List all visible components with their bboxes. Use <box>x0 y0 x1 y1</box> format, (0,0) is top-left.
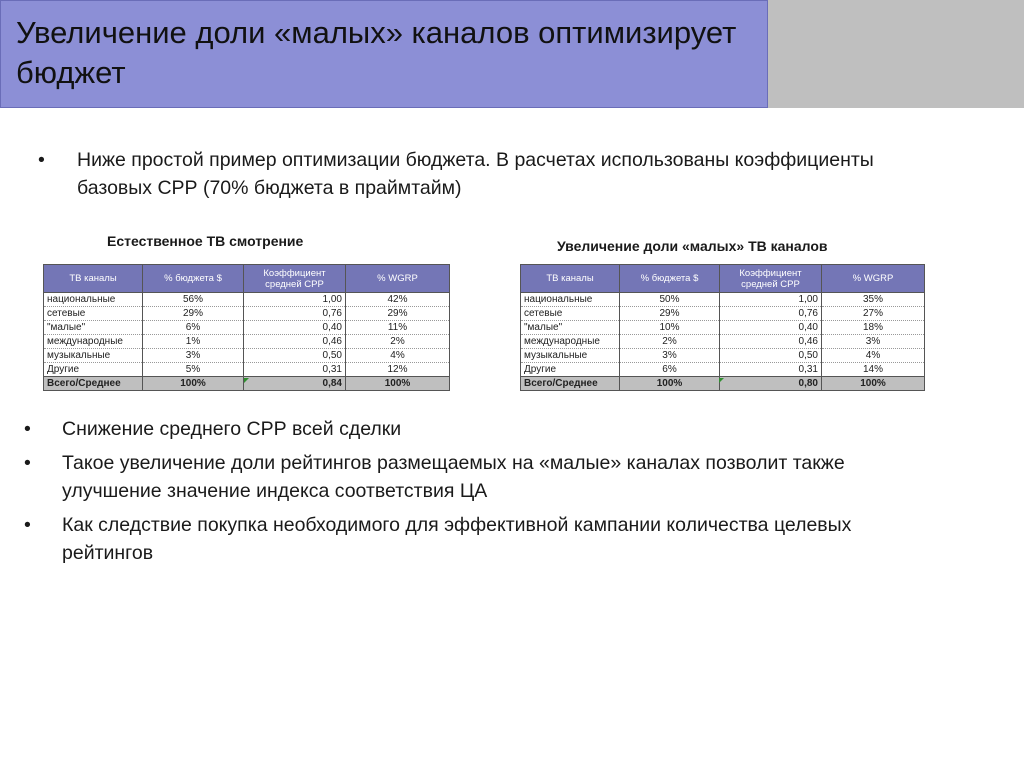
cell-budget: 6% <box>620 363 720 377</box>
column-header: % WGRP <box>346 265 450 293</box>
cell-channel: музыкальные <box>521 349 620 363</box>
cell-channel: международные <box>44 335 143 349</box>
conclusion-list <box>24 415 944 573</box>
cell-wgrp: 11% <box>346 321 450 335</box>
cell-total-wgrp: 100% <box>346 377 450 391</box>
cell-cpp: 0,50 <box>720 349 822 363</box>
cell-total-cpp: 0,84 <box>244 377 346 391</box>
table-row <box>521 363 925 377</box>
slide-title: Увеличение доли «малых» каналов оптимизирует бюджет <box>16 15 737 90</box>
cell-budget: 29% <box>143 307 244 321</box>
table-row <box>44 363 450 377</box>
column-header: ТВ каналы <box>44 265 143 293</box>
cell-channel: национальные <box>44 293 143 307</box>
table-header-row <box>44 265 450 293</box>
cell-total-label: Всего/Среднее <box>44 377 143 391</box>
cell-channel: международные <box>521 335 620 349</box>
table-row <box>521 335 925 349</box>
cell-channel: сетевые <box>521 307 620 321</box>
conclusion-bullet: • Снижение среднего СРР всей сделки <box>24 415 944 443</box>
table-header-row <box>521 265 925 293</box>
cell-cpp: 0,50 <box>244 349 346 363</box>
cell-cpp: 0,76 <box>244 307 346 321</box>
cell-wgrp: 27% <box>822 307 925 321</box>
cell-cpp: 0,76 <box>720 307 822 321</box>
intro-bullet: • Ниже простой пример оптимизации бюджета. В расчетах использованы коэффициенты базовых СРР (70% бюджета в праймтайм) <box>38 146 898 202</box>
cell-channel: музыкальные <box>44 349 143 363</box>
cell-channel: "малые" <box>521 321 620 335</box>
cell-cpp: 1,00 <box>244 293 346 307</box>
cell-budget: 3% <box>620 349 720 363</box>
conclusion-bullet: • Как следствие покупка необходимого для эффективной кампании количества целевых рейтингов <box>24 511 944 567</box>
table-row <box>44 307 450 321</box>
cell-comment-marker <box>244 378 249 383</box>
cell-budget: 50% <box>620 293 720 307</box>
cell-wgrp: 12% <box>346 363 450 377</box>
cell-cpp: 0,40 <box>244 321 346 335</box>
column-header: Коэффициент средней СРР <box>720 265 822 293</box>
column-header: % WGRP <box>822 265 925 293</box>
cell-budget: 56% <box>143 293 244 307</box>
cell-comment-marker <box>719 378 724 383</box>
cell-budget: 29% <box>620 307 720 321</box>
cell-wgrp: 4% <box>346 349 450 363</box>
conclusion-bullet: • Такое увеличение доли рейтингов размещаемых на «малые» каналах позволит также улучшение значение индекса соответствия ЦА <box>24 449 944 505</box>
cell-budget: 10% <box>620 321 720 335</box>
table-title-small-channels: Увеличение доли «малых» ТВ каналов <box>557 238 828 254</box>
cell-cpp: 1,00 <box>720 293 822 307</box>
table-row <box>44 349 450 363</box>
table-row <box>521 293 925 307</box>
cell-budget: 6% <box>143 321 244 335</box>
cell-channel: сетевые <box>44 307 143 321</box>
cell-total-budget: 100% <box>620 377 720 391</box>
table-row <box>44 321 450 335</box>
table-row <box>44 293 450 307</box>
cell-channel: Другие <box>44 363 143 377</box>
cell-total-cpp: 0,80 <box>720 377 822 391</box>
cell-budget: 5% <box>143 363 244 377</box>
table-row <box>521 321 925 335</box>
table-small-channels <box>520 264 925 391</box>
cell-channel: Другие <box>521 363 620 377</box>
cell-cpp: 0,31 <box>720 363 822 377</box>
table-natural-viewing <box>43 264 450 391</box>
column-header: Коэффициент средней СРР <box>244 265 346 293</box>
column-header: % бюджета $ <box>143 265 244 293</box>
cell-budget: 2% <box>620 335 720 349</box>
cell-wgrp: 42% <box>346 293 450 307</box>
cell-channel: национальные <box>521 293 620 307</box>
table-row <box>521 349 925 363</box>
cell-cpp: 0,46 <box>244 335 346 349</box>
cell-cpp: 0,40 <box>720 321 822 335</box>
cell-wgrp: 14% <box>822 363 925 377</box>
table-row <box>44 335 450 349</box>
cell-total-label: Всего/Среднее <box>521 377 620 391</box>
intro-list <box>38 146 898 202</box>
cell-wgrp: 2% <box>346 335 450 349</box>
cell-wgrp: 3% <box>822 335 925 349</box>
cell-wgrp: 4% <box>822 349 925 363</box>
column-header: % бюджета $ <box>620 265 720 293</box>
cell-wgrp: 29% <box>346 307 450 321</box>
cell-cpp: 0,31 <box>244 363 346 377</box>
table-row <box>521 307 925 321</box>
cell-channel: "малые" <box>44 321 143 335</box>
cell-cpp: 0,46 <box>720 335 822 349</box>
cell-budget: 3% <box>143 349 244 363</box>
table-title-natural: Естественное ТВ смотрение <box>107 233 304 249</box>
cell-total-wgrp: 100% <box>822 377 925 391</box>
cell-wgrp: 35% <box>822 293 925 307</box>
cell-budget: 1% <box>143 335 244 349</box>
cell-total-budget: 100% <box>143 377 244 391</box>
cell-wgrp: 18% <box>822 321 925 335</box>
column-header: ТВ каналы <box>521 265 620 293</box>
